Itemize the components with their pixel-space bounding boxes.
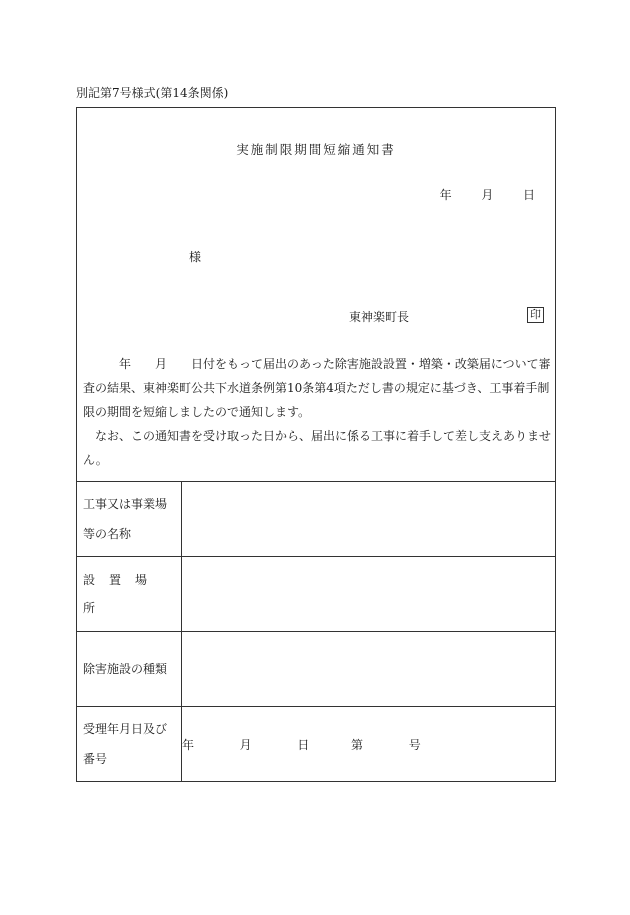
receipt-day: 日	[297, 737, 310, 752]
receipt-no-prefix: 第	[351, 737, 364, 752]
receipt-year: 年	[182, 737, 195, 752]
label-receipt: 受理年月日及び番号	[77, 707, 182, 782]
sender-title: 東神楽町長	[349, 310, 410, 324]
table-row	[77, 707, 555, 782]
value-location[interactable]	[182, 557, 556, 632]
label-location: 設置場所	[77, 557, 182, 632]
date-day: 日	[522, 188, 535, 202]
value-receipt[interactable]	[182, 707, 556, 782]
date-month: 月	[481, 188, 494, 202]
table-row	[77, 482, 555, 557]
label-facility-type: 除害施設の種類	[77, 632, 182, 707]
addressee: 様	[189, 250, 202, 264]
body-paragraph-1: 年 月 日付をもって届出のあった除害施設設置・増築・改築届について審査の結果、東神楽町公共下水道条例第10条第4項ただし書の規定に基づき、工事着手制限の期間を短縮しましたので通知します。	[83, 357, 551, 419]
form-number-label: 別記第7号様式(第14条関係)	[76, 86, 229, 100]
issue-date	[440, 186, 535, 203]
receipt-no-suffix: 号	[408, 737, 421, 752]
seal-mark: 印	[527, 307, 544, 323]
date-year: 年	[439, 188, 452, 202]
body-paragraph-2: なお、この通知書を受け取った日から、届出に係る工事に着手して差し支えありません。	[83, 429, 552, 467]
value-business-name[interactable]	[182, 482, 556, 557]
notice-body	[83, 352, 553, 472]
label-business-name: 工事又は事業場等の名称	[77, 482, 182, 557]
value-facility-type[interactable]	[182, 632, 556, 707]
table-row	[77, 632, 555, 707]
table-row	[77, 557, 555, 632]
receipt-month: 月	[239, 737, 252, 752]
details-table	[77, 481, 555, 782]
document-title: 実施制限期間短縮通知書	[236, 142, 396, 157]
notice-frame	[76, 107, 556, 782]
